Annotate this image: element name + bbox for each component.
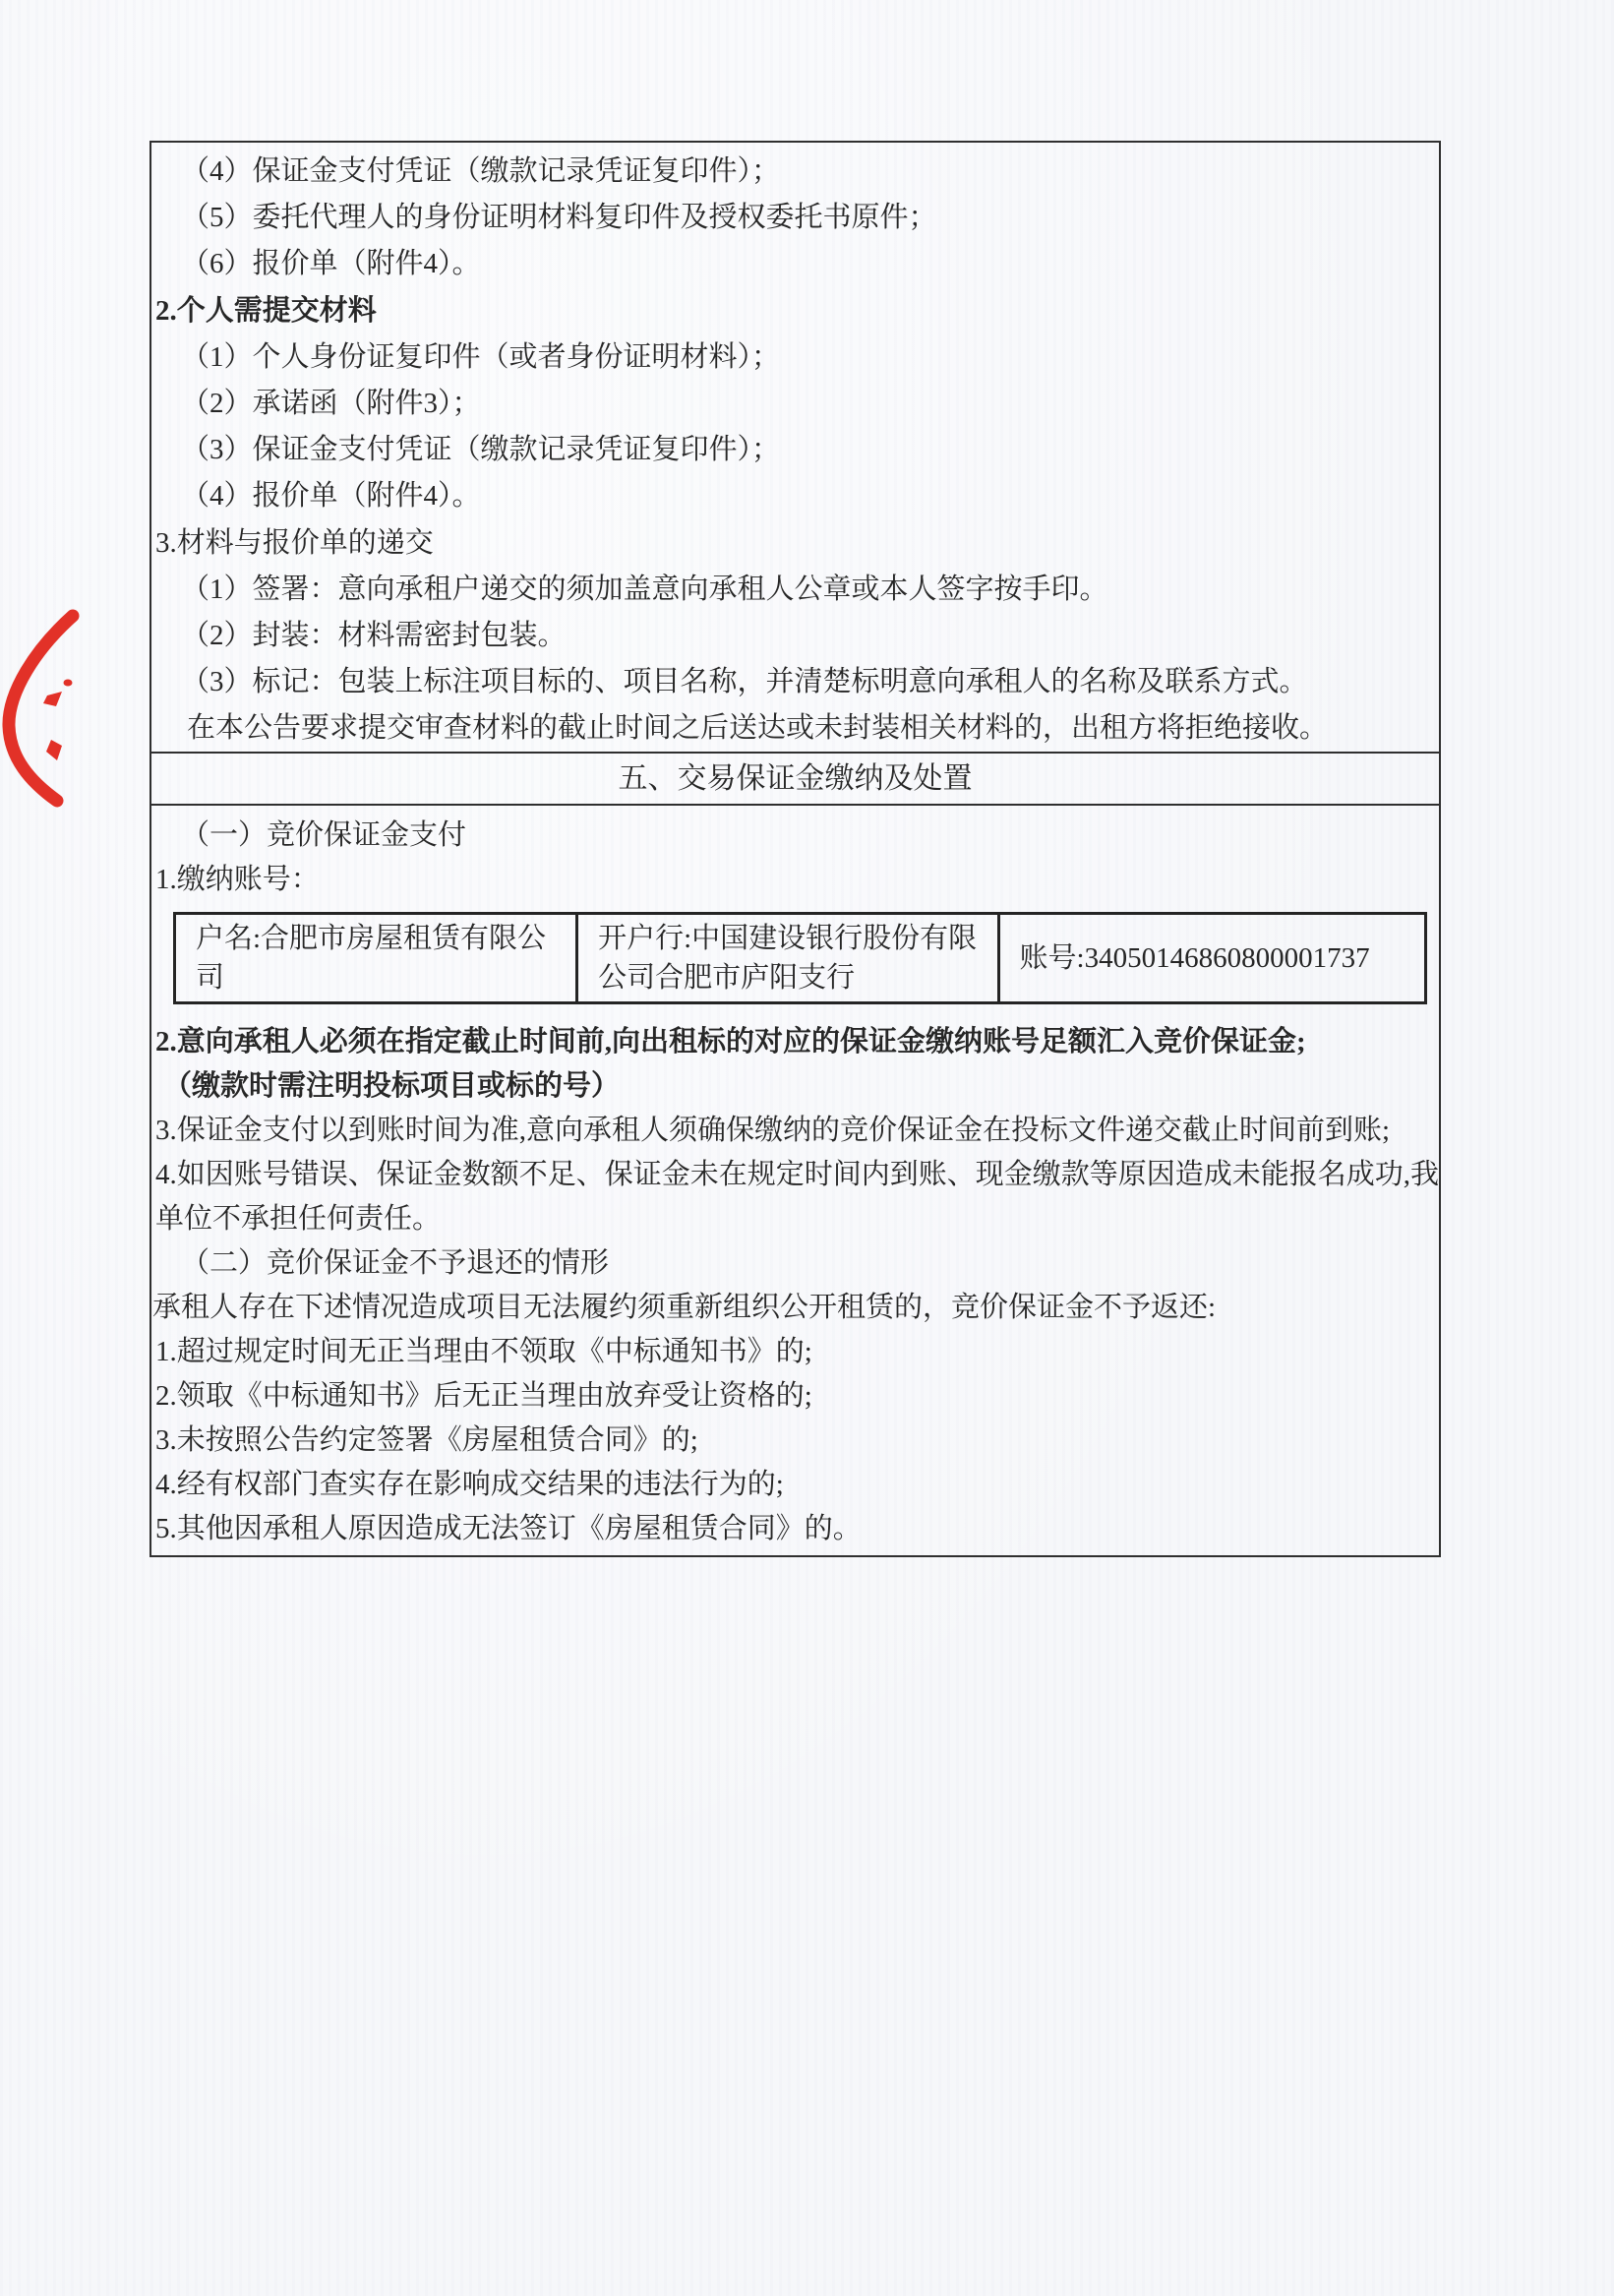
forfeit-item: 2.领取《中标通知书》后无正当理由放弃受让资格的; (155, 1380, 812, 1412)
red-pen-mark (0, 602, 87, 811)
bank-branch-cell (575, 915, 999, 1001)
doc-line: （2）封装：材料需密封包装。 (181, 619, 567, 651)
doc-line: （1）个人身份证复印件（或者身份证明材料）； (181, 340, 781, 373)
forfeit-subheading: （二）竞价保证金不予退还的情形 (181, 1247, 610, 1279)
materials-section (151, 143, 1439, 752)
deposit-rule: （缴款时需注明投标项目或标的号） (163, 1070, 621, 1102)
bank-branch-value: 开户行:中国建设银行股份有限公司合肥市庐阳支行 (598, 923, 978, 994)
document-table (149, 141, 1441, 1557)
doc-note-line: 在本公告要求提交审查材料的截止时间之后送达或未封装相关材料的，出租方将拒绝接收。 (187, 712, 1329, 745)
forfeit-item: 3.未按照公告约定签署《房屋租赁合同》的; (155, 1424, 698, 1456)
section5-header: 五、交易保证金缴纳及处置 (151, 752, 1439, 806)
doc-line: （6）报价单（附件4）。 (181, 248, 481, 280)
deposit-rule: 2.意向承租人必须在指定截止时间前,向出租标的对应的保证金缴纳账号足额汇入竞价保证金; (155, 1026, 1306, 1057)
account-name-cell (176, 915, 575, 1001)
red-pen-dots (43, 680, 73, 761)
doc-subheading: 2.个人需提交材料 (155, 294, 377, 327)
deposit-subheading: （一）竞价保证金支付 (181, 819, 467, 851)
deposit-rule: 3.保证金支付以到账时间为准,意向承租人须确保缴纳的竞价保证金在投标文件递交截止时间前到账; (155, 1115, 1391, 1146)
doc-line: （2）承诺函（附件3）； (181, 387, 481, 419)
forfeit-intro: 承租人存在下述情况造成项目无法履约须重新组织公开租赁的，竞价保证金不予返还: (152, 1292, 1217, 1323)
red-pen-stroke (9, 616, 73, 801)
bank-account-table (173, 912, 1427, 1004)
account-number-value: 账号:34050146860800001737 (1019, 942, 1370, 974)
doc-line: （4）报价单（附件4）。 (181, 480, 481, 513)
doc-line: （1）签署：意向承租户递交的须加盖意向承租人公章或本人签字按手印。 (181, 573, 1108, 605)
forfeit-item: 1.超过规定时间无正当理由不领取《中标通知书》的; (155, 1336, 812, 1367)
doc-line: （3）标记：包装上标注项目标的、项目名称，并清楚标明意向承租人的名称及联系方式。 (181, 666, 1308, 698)
doc-line: （5）委托代理人的身份证明材料复印件及授权委托书原件； (181, 202, 937, 234)
forfeit-item: 4.经有权部门查实存在影响成交结果的违法行为的; (155, 1469, 784, 1500)
account-number-cell (1000, 915, 1424, 1001)
doc-subheading: 3.材料与报价单的递交 (155, 526, 434, 559)
deposit-rule: 4.如因账号错误、保证金数额不足、保证金未在规定时间内到账、现金缴款等原因造成未能报名成功,我单位不承担任何责任。 (155, 1159, 1439, 1235)
account-label: 1.缴纳账号： (155, 864, 320, 895)
forfeit-item: 5.其他因承租人原因造成无法签订《房屋租赁合同》的。 (155, 1513, 862, 1544)
doc-line: （3）保证金支付凭证（缴款记录凭证复印件）； (181, 434, 781, 466)
account-name-value: 户名:合肥市房屋租赁有限公司 (196, 923, 547, 994)
doc-line: （4）保证金支付凭证（缴款记录凭证复印件）； (181, 155, 781, 187)
deposit-section (151, 806, 1439, 1555)
